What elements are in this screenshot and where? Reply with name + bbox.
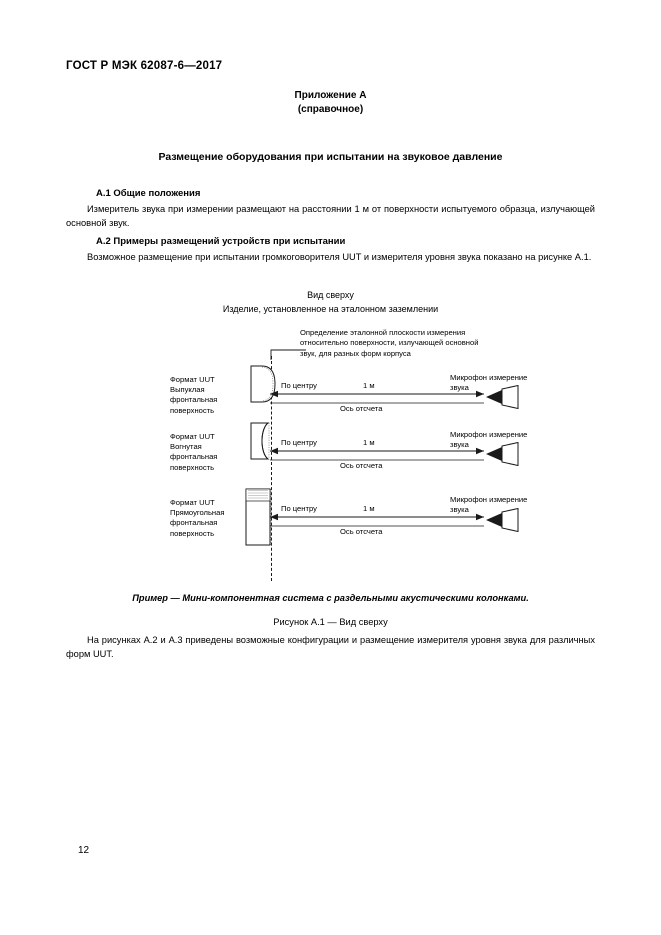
closing-paragraph [66,634,595,661]
annex-title-line1: Приложение А [294,90,367,101]
row-3-center-label: По центру [281,504,317,513]
section-heading-a2: А.2 Примеры размещений устройств при испытании [96,236,346,247]
closing-paragraph-body: На рисунках А.2 и А.3 приведены возможные конфигурации и размещение измерителя уровня звука для различных форм UUT. [66,635,595,659]
page-header: ГОСТ Р МЭК 62087-6—2017 [66,60,223,72]
figure-number: Рисунок А.1 — Вид сверху [273,617,388,627]
row-1-axis-label: Ось отсчета [340,404,383,413]
figure-caption-line1: Вид сверху [307,290,354,300]
row-2-mic-label: Микрофон измерение звука [450,430,528,450]
row-3-distance-label: 1 м [363,504,375,513]
section-heading-a1: А.1 Общие положения [96,188,201,199]
row-2-label: Формат UUT Вогнутая фронтальная поверхность [170,432,218,472]
annex-title [0,89,661,117]
microphone-icon [484,508,526,532]
figure-a1 [0,280,661,627]
section-text-a2 [66,251,595,265]
row-3-axis-label: Ось отсчета [340,527,383,536]
row-2-distance-label: 1 м [363,438,375,447]
row-1-center-label: По центру [281,381,317,390]
row-2-axis-label: Ось отсчета [340,461,383,470]
microphone-icon [484,442,526,466]
row-1-distance-label: 1 м [363,381,375,390]
figure-callout-text: Определение эталонной плоскости измерения относительно поверхности, излучающей основной звук, для разных форм корпуса [300,328,479,358]
microphone-icon [484,385,526,409]
row-1-label: Формат UUT Выпуклая фронтальная поверхность [170,375,218,415]
figure-example-note: Пример — Мини-компонентная система с раздельными акустическими колонками. [132,593,529,603]
section-text-a2-body: Возможное размещение при испытании громкоговорителя UUT и измерителя уровня звука показано на рисунке А.1. [87,252,592,262]
callout-leader-line [262,346,308,362]
page-title: Размещение оборудования при испытании на звуковое давление [158,151,503,163]
row-3-label: Формат UUT Прямоугольная фронтальная поверхность [170,498,225,538]
row-1-mic-label: Микрофон измерение звука [450,373,528,393]
figure-caption-line2: Изделие, установленное на эталонном заземлении [222,304,439,314]
annex-title-line2: (справочное) [297,104,364,115]
section-text-a1-body: Измеритель звука при измерении размещают на расстоянии 1 м от поверхности испытуемого образца, излучающей основной звук. [66,204,595,228]
row-2-center-label: По центру [281,438,317,447]
row-3-mic-label: Микрофон измерение звука [450,495,528,515]
section-text-a1 [66,203,595,230]
page-number: 12 [78,845,90,856]
